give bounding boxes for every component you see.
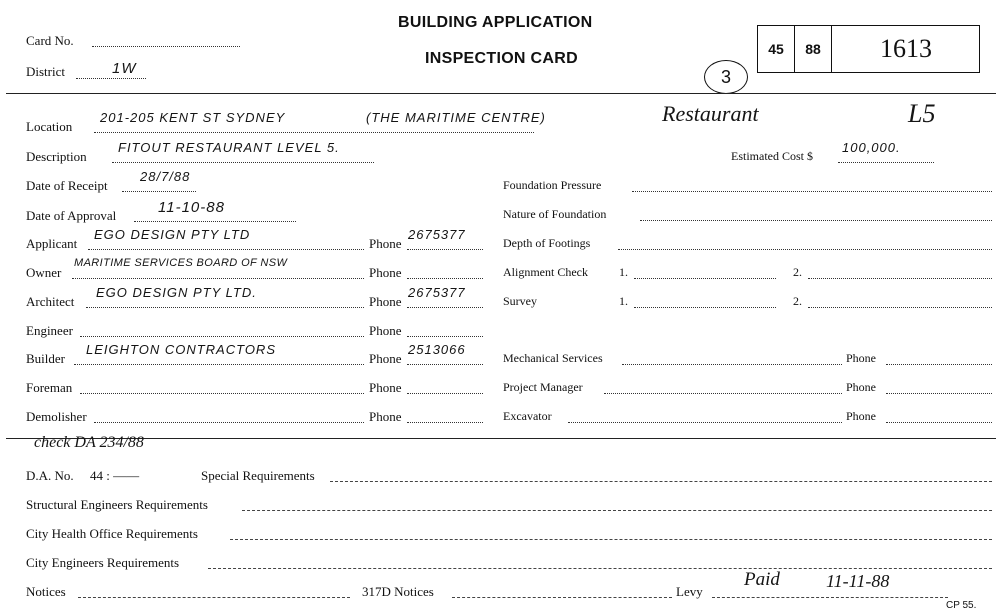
date-of-approval-line	[134, 221, 296, 222]
builder-phone-line	[407, 364, 483, 365]
owner-label: Owner	[26, 265, 62, 280]
applicant-label: Applicant	[26, 236, 78, 251]
alignment-check-item1-line	[634, 278, 776, 279]
mechanical-services-line	[622, 364, 842, 365]
description-line	[112, 162, 374, 163]
notices-line	[78, 597, 350, 598]
survey-item1-label: 1.	[619, 294, 628, 308]
estimated-cost-value: 100,000.	[842, 140, 901, 155]
architect-line	[86, 307, 364, 308]
owner-phone-line	[407, 278, 483, 279]
builder-value: LEIGHTON CONTRACTORS	[86, 342, 276, 357]
engineer-line	[80, 336, 364, 337]
owner-line	[72, 278, 364, 279]
card-number: 1613	[880, 34, 932, 63]
architect-label: Architect	[26, 294, 75, 309]
nature-of-foundation-line	[640, 220, 992, 221]
survey-item2-line	[808, 307, 992, 308]
levy-label: Levy	[676, 584, 703, 599]
card-number-box	[757, 25, 980, 73]
foundation-pressure-label: Foundation Pressure	[503, 178, 602, 192]
location-note-restaurant: Restaurant	[662, 101, 759, 126]
notices-317d-label: 317D Notices	[362, 584, 434, 599]
foreman-phone-line	[407, 393, 483, 394]
excavator-line	[568, 422, 842, 423]
foreman-label: Foreman	[26, 380, 73, 395]
demolisher-phone-label: Phone	[369, 409, 402, 424]
date-of-receipt-value: 28/7/88	[140, 169, 191, 184]
special-requirements-label: Special Requirements	[201, 468, 315, 483]
foreman-line	[80, 393, 364, 394]
owner-value: MARITIME SERVICES BOARD OF NSW	[74, 257, 288, 269]
architect-value: EGO DESIGN PTY LTD.	[96, 285, 257, 300]
handwritten-da-note: check DA 234/88	[34, 434, 144, 451]
circled-number-mark	[704, 60, 748, 94]
nature-of-foundation-label: Nature of Foundation	[503, 207, 607, 221]
card-number-part2: 88	[805, 41, 821, 57]
description-value: FITOUT RESTAURANT LEVEL 5.	[118, 140, 340, 155]
survey-label: Survey	[503, 294, 537, 308]
card-number-part1: 45	[768, 41, 784, 57]
excavator-phone-label: Phone	[846, 409, 876, 423]
excavator-label: Excavator	[503, 409, 552, 423]
builder-phone-label: Phone	[369, 351, 402, 366]
structural-engineers-line	[242, 510, 992, 511]
alignment-check-item2-line	[808, 278, 992, 279]
mechanical-services-label: Mechanical Services	[503, 351, 603, 365]
description-label: Description	[26, 149, 87, 164]
project-manager-line	[604, 393, 842, 394]
date-of-receipt-line	[122, 191, 196, 192]
builder-phone-value: 2513066	[408, 342, 466, 357]
card-number-main-cell	[833, 26, 979, 72]
architect-phone-value: 2675377	[408, 285, 466, 300]
date-of-receipt-label: Date of Receipt	[26, 178, 108, 193]
form-code: CP 55.	[946, 600, 977, 611]
date-of-approval-value: 11-10-88	[158, 199, 225, 216]
da-number-value: 44 : ——	[90, 468, 140, 483]
applicant-line	[88, 249, 364, 250]
applicant-phone-label: Phone	[369, 236, 402, 251]
district-value: 1W	[112, 60, 137, 77]
survey-item2-label: 2.	[793, 294, 802, 308]
alignment-check-item1-label: 1.	[619, 265, 628, 279]
foreman-phone-label: Phone	[369, 380, 402, 395]
project-manager-label: Project Manager	[503, 380, 583, 394]
notices-label: Notices	[26, 584, 66, 599]
city-engineers-label: City Engineers Requirements	[26, 555, 180, 570]
estimated-cost-line	[838, 162, 934, 163]
demolisher-line	[94, 422, 364, 423]
estimated-cost-label: Estimated Cost $	[731, 149, 813, 163]
circled-number: 3	[720, 66, 731, 87]
notices-317d-line	[452, 597, 672, 598]
location-label: Location	[26, 119, 73, 134]
foundation-pressure-line	[632, 191, 992, 192]
alignment-check-label: Alignment Check	[503, 265, 588, 279]
depth-of-footings-line	[618, 249, 992, 250]
levy-paid-mark: Paid	[744, 569, 780, 590]
mechanical-services-phone-line	[886, 364, 992, 365]
project-manager-phone-line	[886, 393, 992, 394]
demolisher-label: Demolisher	[26, 409, 87, 424]
builder-label: Builder	[26, 351, 65, 366]
date-of-approval-label: Date of Approval	[26, 208, 117, 223]
owner-phone-label: Phone	[369, 265, 402, 280]
city-health-line	[230, 539, 992, 540]
card-no-line	[92, 46, 240, 47]
project-manager-phone-label: Phone	[846, 380, 876, 394]
applicant-phone-value: 2675377	[408, 227, 466, 242]
city-health-label: City Health Office Requirements	[26, 526, 198, 541]
district-line	[76, 78, 146, 79]
survey-item1-line	[634, 307, 776, 308]
location-value-building: (THE MARITIME CENTRE)	[366, 110, 546, 125]
depth-of-footings-label: Depth of Footings	[503, 236, 591, 250]
card-no-label: Card No.	[26, 33, 74, 48]
levy-line	[712, 597, 948, 598]
city-engineers-line	[208, 568, 992, 569]
engineer-label: Engineer	[26, 323, 73, 338]
alignment-check-item2-label: 2.	[793, 265, 802, 279]
excavator-phone-line	[886, 422, 992, 423]
structural-engineers-label: Structural Engineers Requirements	[26, 497, 208, 512]
engineer-phone-label: Phone	[369, 323, 402, 338]
location-note-level: L5	[908, 99, 936, 128]
card-number-part1-cell	[758, 26, 795, 72]
district-label: District	[26, 64, 65, 79]
demolisher-phone-line	[407, 422, 483, 423]
lower-section-divider	[6, 438, 996, 439]
location-line	[94, 132, 534, 133]
architect-phone-line	[407, 307, 483, 308]
special-requirements-line	[330, 481, 992, 482]
form-title-line1: BUILDING APPLICATION	[398, 14, 593, 31]
location-value: 201-205 KENT ST SYDNEY	[100, 110, 286, 125]
builder-line	[74, 364, 364, 365]
form-title-line2: INSPECTION CARD	[425, 50, 578, 67]
da-number-label: D.A. No.	[26, 468, 74, 483]
engineer-phone-line	[407, 336, 483, 337]
levy-paid-date: 11-11-88	[826, 571, 890, 591]
applicant-value: EGO DESIGN PTY LTD	[94, 227, 251, 242]
applicant-phone-line	[407, 249, 483, 250]
header-divider	[6, 93, 996, 94]
architect-phone-label: Phone	[369, 294, 402, 309]
card-number-part2-cell	[795, 26, 832, 72]
mechanical-services-phone-label: Phone	[846, 351, 876, 365]
